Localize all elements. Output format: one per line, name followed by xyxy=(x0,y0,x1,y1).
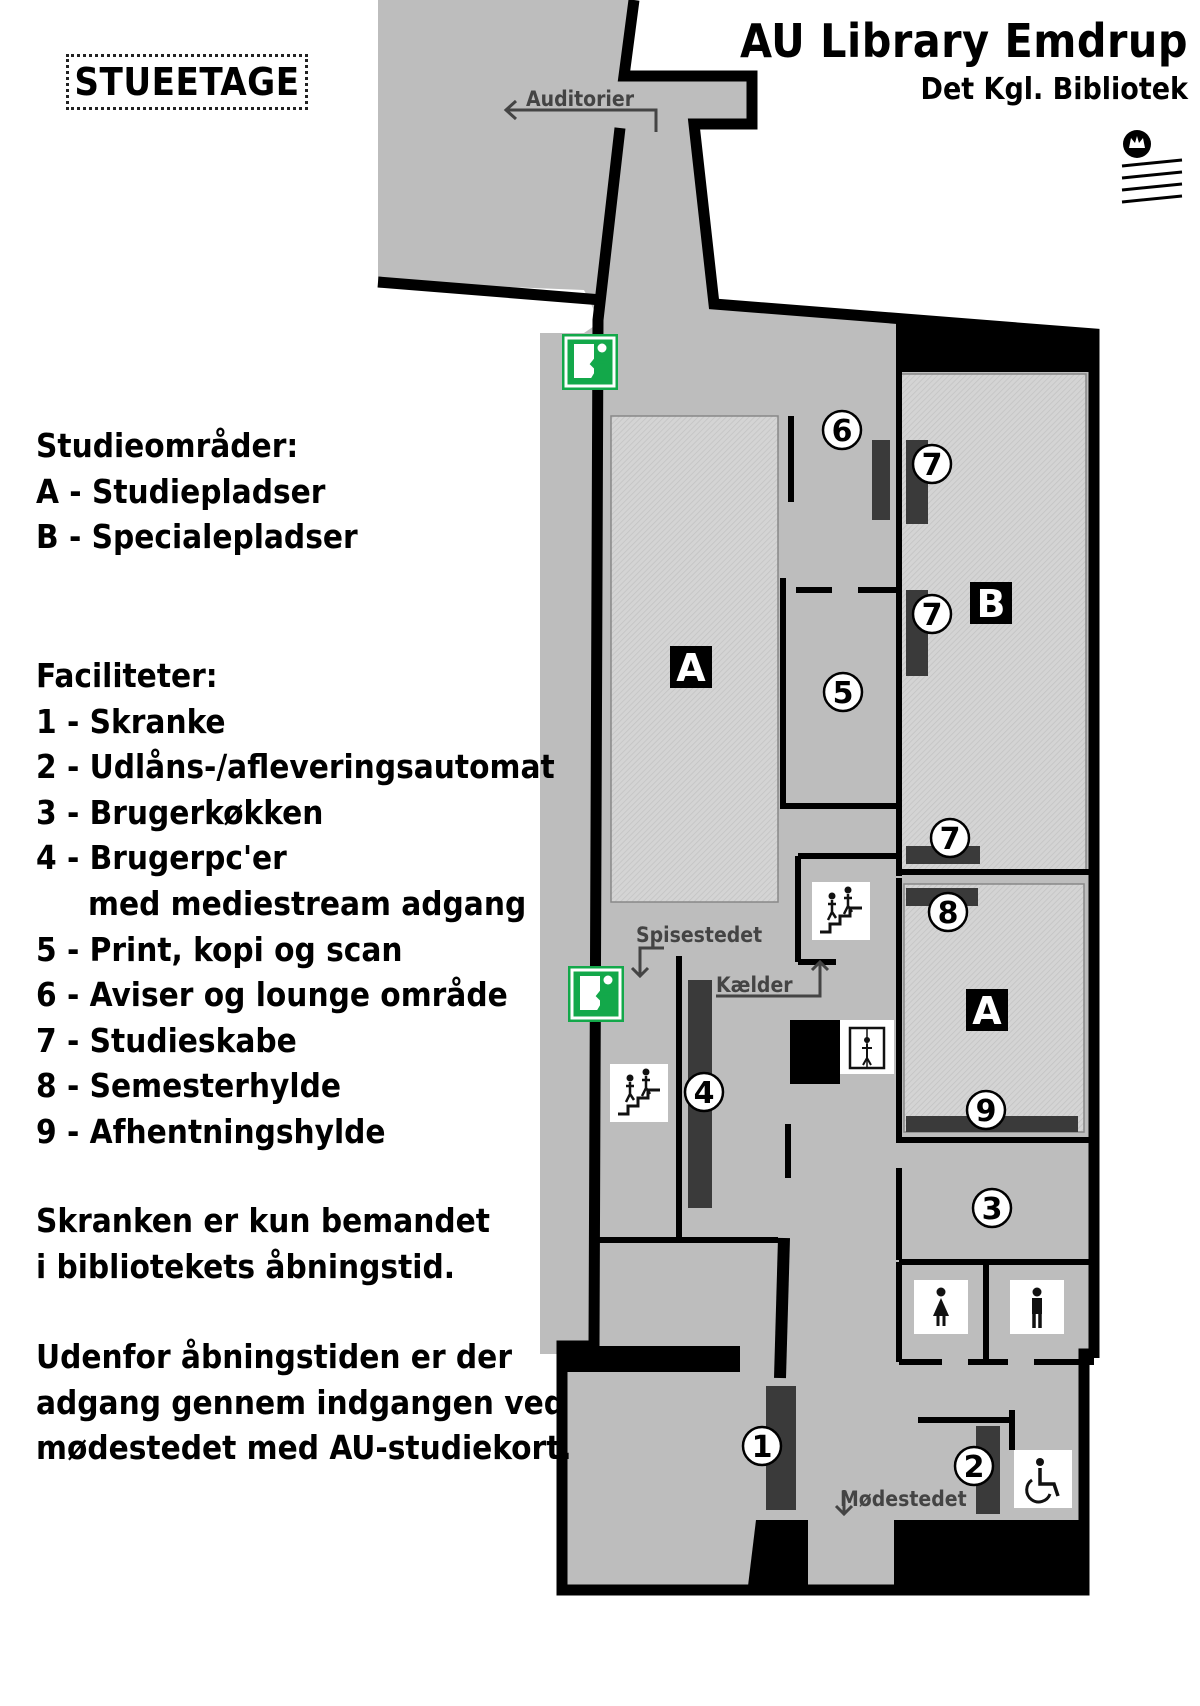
direction-auditorier: Auditorier xyxy=(526,87,635,111)
elevator-shaft xyxy=(790,1020,840,1084)
stairs-icon xyxy=(812,882,870,940)
access-note xyxy=(36,1334,572,1471)
legend-item: 2 - Udlåns-/afleveringsautomat xyxy=(36,747,555,787)
marker-3: 3 xyxy=(981,1192,1003,1227)
direction-kaelder: Kælder xyxy=(716,973,793,997)
wall-south-west xyxy=(562,1346,740,1372)
direction-spisestedet: Spisestedet xyxy=(636,923,763,947)
legend-item: 8 - Semesterhylde xyxy=(36,1066,341,1106)
note-line: i bibliotekets åbningstid. xyxy=(36,1246,455,1286)
direction-modestedet: Mødestedet xyxy=(840,1487,967,1511)
elevator-icon xyxy=(840,1020,894,1074)
note-line: Skranken er kun bemandet xyxy=(36,1201,490,1240)
marker-1: 1 xyxy=(751,1430,773,1465)
note-line: mødestedet med AU-studiekort. xyxy=(36,1428,572,1468)
marker-2: 2 xyxy=(963,1450,985,1485)
legend-item: 6 - Aviser og lounge område xyxy=(36,975,508,1015)
facilities-legend xyxy=(36,653,555,1155)
note-line: adgang gennem indgangen ved xyxy=(36,1382,565,1422)
marker-6: 6 xyxy=(831,414,853,449)
male-toilet-icon xyxy=(1010,1280,1064,1334)
legend-heading: Studieområder: xyxy=(36,426,299,465)
marker-4: 4 xyxy=(693,1076,715,1111)
page-subtitle: Det Kgl. Bibliotek xyxy=(920,72,1188,107)
note-line: Udenfor åbningstiden er der xyxy=(36,1337,512,1376)
marker-8: 8 xyxy=(937,896,959,931)
legend-heading: Faciliteter: xyxy=(36,656,218,695)
marker-9: 9 xyxy=(975,1094,997,1129)
legend-item: B - Specialepladser xyxy=(36,517,358,557)
service-block-sw xyxy=(748,1520,808,1586)
area-a-north-label: A xyxy=(676,646,706,690)
legend-item: med mediestream adgang xyxy=(88,883,527,923)
stairs-icon xyxy=(610,1064,668,1122)
emergency-exit-icon xyxy=(568,966,624,1022)
legend-item: 4 - Brugerpc'er xyxy=(36,838,287,878)
female-toilet-icon xyxy=(914,1280,968,1334)
staffed-note xyxy=(36,1198,490,1289)
legend-item: 5 - Print, kopi og scan xyxy=(36,929,403,969)
study-areas-legend xyxy=(36,423,358,560)
legend-item: A - Studiepladser xyxy=(36,471,326,511)
marker-7-bottom: 7 xyxy=(939,822,961,857)
marker-5: 5 xyxy=(832,676,854,711)
area-b-label: B xyxy=(976,582,1006,626)
legend-item: 7 - Studieskabe xyxy=(36,1020,297,1060)
legend-item: 3 - Brugerkøkken xyxy=(36,792,324,832)
floor-label: STUEETAGE xyxy=(66,54,308,110)
legend-item: 1 - Skranke xyxy=(36,701,226,741)
legend-item: 9 - Afhentningshylde xyxy=(36,1111,386,1151)
marker-7-middle: 7 xyxy=(921,598,943,633)
area-a-south-label: A xyxy=(972,989,1002,1033)
crown-logo-icon xyxy=(1122,130,1182,202)
page-title: AU Library Emdrup xyxy=(740,14,1188,68)
emergency-exit-icon xyxy=(562,334,618,390)
wheelchair-toilet-icon xyxy=(1014,1450,1072,1508)
marker-7-top: 7 xyxy=(921,448,943,483)
service-block-se xyxy=(894,1520,1084,1590)
